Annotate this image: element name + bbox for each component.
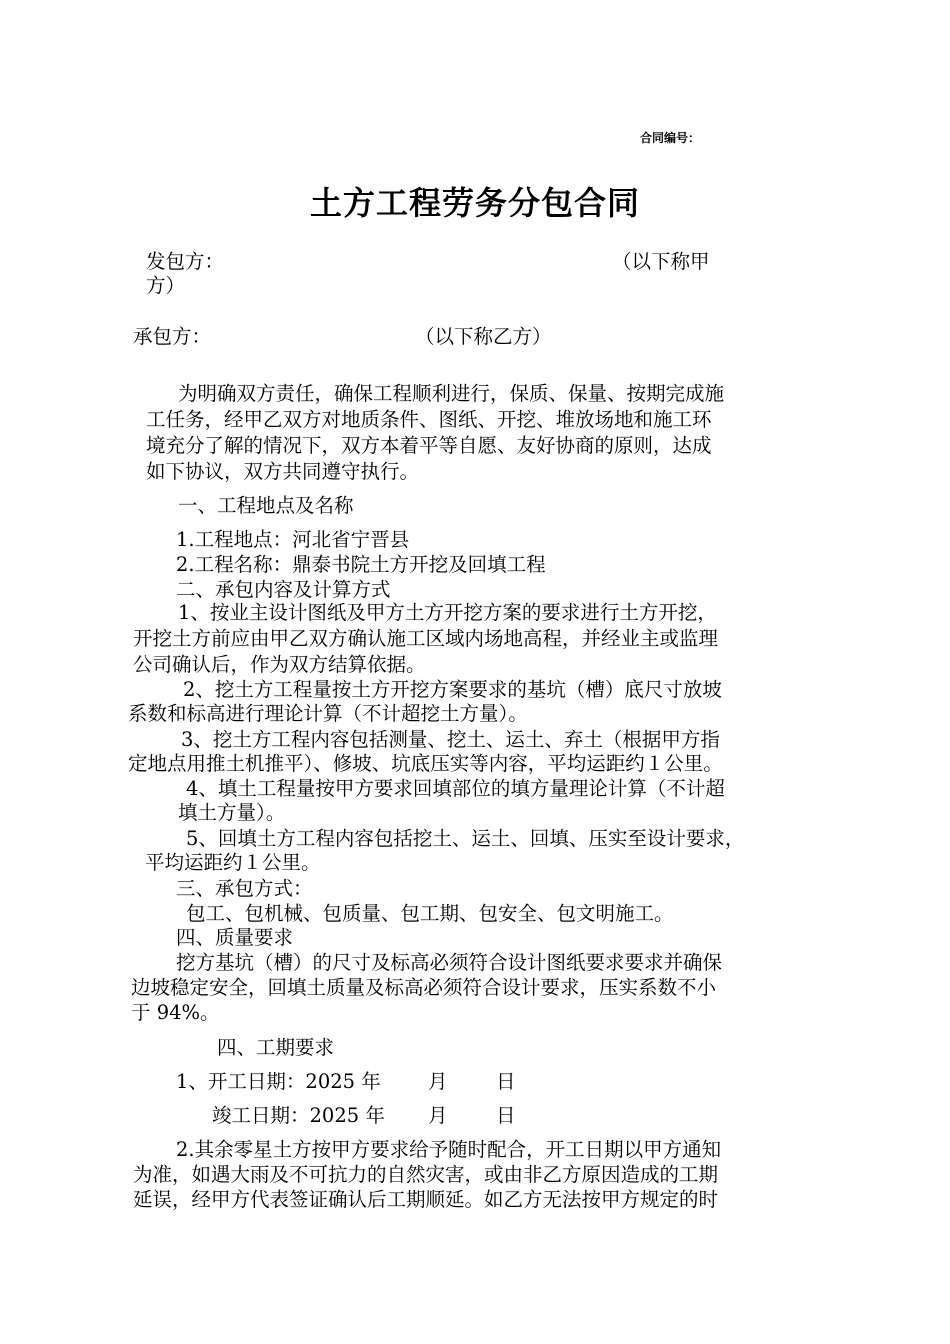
employer-label: 发包方： [146, 250, 225, 273]
section2-line: 2、挖土方工程量按土方开挖方案要求的基坑（槽）底尺寸放坡 [183, 678, 722, 701]
employer-suffix: （以下称甲 [612, 250, 710, 273]
section1-item: 2.工程名称：鼎泰书院土方开挖及回填工程 [176, 553, 546, 576]
section4-line: 边坡稳定安全，回填土质量及标高必须符合设计要求，压实系数不小 [131, 976, 717, 999]
preamble-line: 境充分了解的情况下，双方本着平等自愿、友好协商的原则，达成 [146, 434, 712, 457]
contract-number-label: 合同编号： [640, 131, 701, 145]
section1-item: 1.工程地点：河北省宁晋县 [176, 528, 410, 551]
employer-suffix-wrap: 方） [146, 274, 186, 297]
section4-line: 于 94%。 [131, 1001, 220, 1024]
section5-line: 2.其余零星土方按甲方要求给予随时配合，开工日期以甲方通知 [176, 1138, 722, 1161]
section2-line: 系数和标高进行理论计算（不计超挖土方量）。 [128, 702, 528, 725]
start-date-month: 月 [428, 1070, 448, 1093]
preamble-line: 为明确双方责任，确保工程顺利进行，保质、保量、按期完成施 [178, 382, 725, 405]
preamble-line: 如下协议，双方共同遵守执行。 [146, 460, 420, 483]
finish-date-month: 月 [428, 1104, 448, 1127]
section2-line: 定地点用推土机推平）、修坡、坑底压实等内容，平均运距约１公里。 [128, 752, 723, 775]
start-date-label: 1、开工日期：2025 年 [176, 1070, 381, 1093]
section-heading: 四、工期要求 [217, 1036, 335, 1059]
section2-line: 3、挖土方工程内容包括测量、挖土、运土、弃土（根据甲方指 [181, 728, 720, 751]
contractor-suffix: （以下称乙方） [415, 325, 552, 348]
section-heading: 三、承包方式： [176, 877, 313, 900]
section2-line: 4、填土工程量按甲方要求回填部位的填方量理论计算（不计超 [186, 777, 725, 800]
section-heading: 一、工程地点及名称 [178, 494, 354, 517]
document-title: 土方工程劳务分包合同 [309, 184, 640, 222]
finish-date-label: 竣工日期：2025 年 [212, 1104, 385, 1127]
finish-date-day: 日 [496, 1104, 516, 1127]
section3-content: 包工、包机械、包质量、包工期、包安全、包文明施工。 [186, 902, 674, 925]
start-date-day: 日 [496, 1070, 516, 1093]
contractor-label: 承包方： [133, 325, 212, 348]
section4-line: 挖方基坑（槽）的尺寸及标高必须符合设计图纸要求要求并确保 [176, 951, 723, 974]
preamble-line: 工任务，经甲乙双方对地质条件、图纸、开挖、堆放场地和施工环 [146, 408, 712, 431]
section2-line: 1、按业主设计图纸及甲方土方开挖方案的要求进行土方开挖， [178, 601, 717, 624]
section-heading: 四、质量要求 [176, 926, 294, 949]
section2-line: 平均运距约１公里。 [145, 851, 321, 874]
section5-line: 延误，经甲方代表签证确认后工期顺延。如乙方无法按甲方规定的时 [133, 1188, 719, 1211]
section2-line: 填土方量）。 [178, 801, 286, 824]
section-heading: 二、承包内容及计算方式 [176, 578, 391, 601]
section2-line: 5、回填土方工程内容包括挖土、运土、回填、压实至设计要求， [186, 827, 745, 850]
section2-line: 公司确认后，作为双方结算依据。 [133, 653, 426, 676]
section2-line: 开挖土方前应由甲乙双方确认施工区域内场地高程，并经业主或监理 [133, 627, 719, 650]
section5-line: 为准，如遇大雨及不可抗力的自然灾害，或由非乙方原因造成的工期 [133, 1163, 719, 1186]
